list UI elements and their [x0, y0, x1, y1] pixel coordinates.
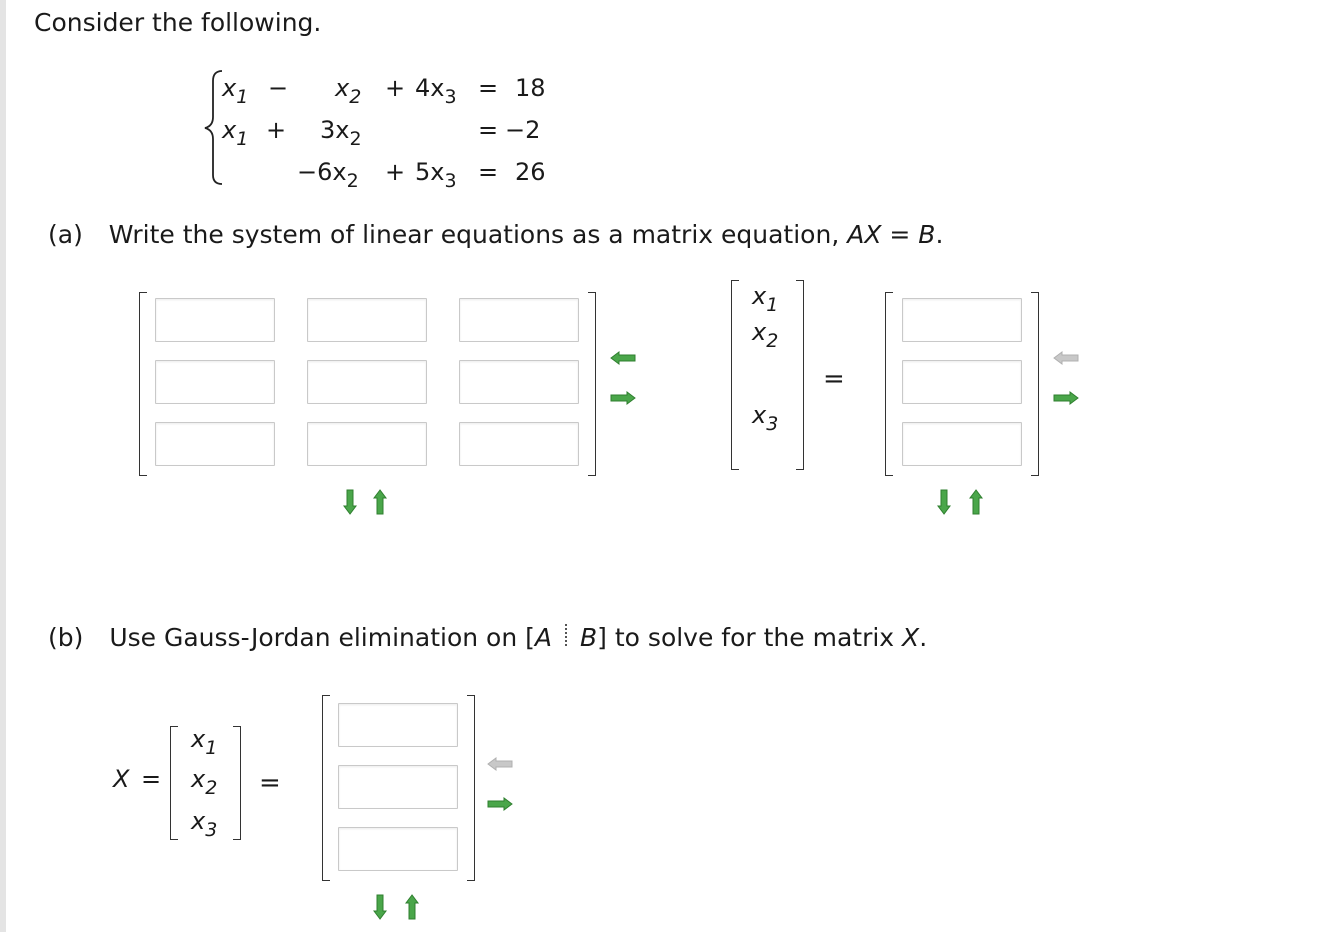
matrix-a-cell[interactable] [307, 360, 427, 404]
arrow-left-icon [1053, 351, 1079, 365]
matrix-a-left-bracket [139, 292, 147, 476]
matrix-a-cell[interactable] [155, 422, 275, 466]
matrix-a-right-bracket [588, 292, 596, 476]
part-b-label: (b) [48, 623, 84, 652]
matrix-a-cell[interactable] [307, 298, 427, 342]
vector-x-right-bracket [796, 280, 804, 470]
answer-vector-left-bracket [322, 695, 330, 881]
vector-x-entry: $x_2$ [752, 318, 779, 352]
part-a-question: (a) Write the system of linear equations as a matrix equation, AX = B. [48, 220, 944, 249]
vector-x-left-bracket [731, 280, 739, 470]
arrow-up-icon[interactable] [373, 489, 387, 515]
vector-b-right-bracket [1031, 292, 1039, 476]
vector-b-cell[interactable] [902, 360, 1022, 404]
matrix-a-cell[interactable] [459, 360, 579, 404]
answer-cell[interactable] [338, 765, 458, 809]
arrow-down-icon[interactable] [343, 489, 357, 515]
left-border [0, 0, 6, 932]
matrix-a-cell[interactable] [307, 422, 427, 466]
solution-vector-x-entry: $x_1$ [191, 725, 218, 759]
answer-cell[interactable] [338, 827, 458, 871]
arrow-left-icon [487, 757, 513, 771]
part-a-label: (a) [48, 220, 83, 249]
solution-lhs-x: X [113, 765, 130, 793]
arrow-right-icon[interactable] [1053, 391, 1079, 405]
vector-b-cell[interactable] [902, 422, 1022, 466]
matrix-a-cell[interactable] [459, 298, 579, 342]
part-b-question: (b) Use Gauss-Jordan elimination on [A B] to solve for the matrix X. [48, 623, 928, 652]
solution-vector-x-entry: $x_3$ [191, 807, 218, 841]
arrow-up-icon[interactable] [969, 489, 983, 515]
arrow-left-icon[interactable] [610, 351, 636, 365]
matrix-a-cell[interactable] [155, 298, 275, 342]
arrow-up-icon[interactable] [405, 894, 419, 920]
vector-b-left-bracket [885, 292, 893, 476]
vector-x-entry: $x_3$ [752, 401, 779, 435]
answer-vector-right-bracket [467, 695, 475, 881]
vector-b-cell[interactable] [902, 298, 1022, 342]
solution-vector-x-left-bracket [170, 726, 178, 840]
question-prompt: Consider the following. [34, 8, 322, 37]
equals-sign: = [259, 768, 281, 798]
solution-lhs-equals: = [141, 765, 162, 793]
matrix-a-cell[interactable] [459, 422, 579, 466]
arrow-down-icon[interactable] [373, 894, 387, 920]
arrow-down-icon[interactable] [937, 489, 951, 515]
solution-vector-x-entry: $x_2$ [191, 765, 218, 799]
vector-x-entry: $x_1$ [752, 282, 779, 316]
arrow-right-icon[interactable] [487, 797, 513, 811]
arrow-right-icon[interactable] [610, 391, 636, 405]
matrix-a-cell[interactable] [155, 360, 275, 404]
solution-vector-x-right-bracket [233, 726, 241, 840]
equals-sign: = [823, 364, 845, 394]
answer-cell[interactable] [338, 703, 458, 747]
